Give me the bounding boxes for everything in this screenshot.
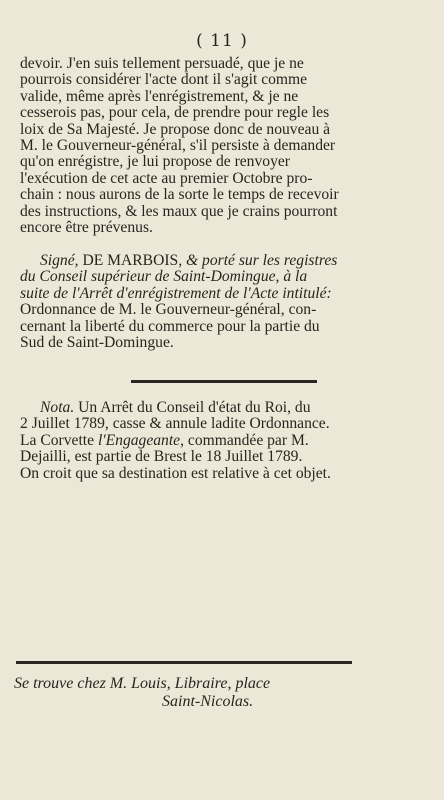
text-line: encore être prévenus. [20, 219, 153, 237]
signatory-name: DE MARBOIS [82, 252, 179, 269]
text-line: devoir. J'en suis tellement persuadé, que je ne [20, 55, 304, 72]
nota-text: , commandée par M. [180, 431, 309, 449]
text-line: valide, même après l'enrégistrement, & je ne [20, 87, 299, 105]
nota-text: La Corvette [20, 431, 98, 449]
nota-line [20, 433, 426, 449]
nota-line: On croit que sa destination est relative à cet objet. [20, 464, 331, 482]
signature-paragraph [20, 253, 426, 351]
imprint-line: Se trouve chez M. Louis, Libraire, place [14, 675, 271, 692]
nota-line: 2 Juillet 1789, casse & annule ladite Ordonnance. [20, 415, 330, 433]
nota-text: Un Arrêt du Conseil d'état du Roi, du [74, 399, 311, 416]
text-line: l'exécution de cet acte au premier Octobre pro- [20, 169, 313, 187]
text-line: M. le Gouverneur-général, s'il persiste à demander [20, 137, 336, 155]
nota-label: Nota. [40, 399, 75, 416]
ship-name: l'Engageante [97, 431, 181, 449]
signature-line: du Conseil supérieur de Saint-Domingue, à la [20, 268, 308, 286]
text-line: cesserois pas, pour cela, de prendre pour regle les [20, 104, 330, 122]
signature-text: , & porté sur les registres [178, 252, 338, 269]
nota-paragraph [20, 400, 426, 482]
text-line: qu'on enrégistre, je lui propose de renvoyer [20, 153, 290, 171]
signature-line: Sud de Saint-Domingue. [20, 334, 174, 352]
nota-line [20, 400, 426, 416]
imprint-line: Saint-Nicolas. [162, 693, 254, 710]
text-line: pourrois considérer l'acte dont il s'agit comme [20, 71, 308, 89]
text-line: chain : nous aurons de la sorte le temps de recevoir [20, 186, 339, 204]
signe-word: Signé, [40, 252, 79, 269]
signature-line: cernant la liberté du commerce pour la partie du [20, 317, 320, 335]
page-number: ( 11 ) [196, 31, 248, 51]
signature-line: Ordonnance de M. le Gouverneur-général, con- [20, 301, 317, 319]
paragraph-body [20, 56, 426, 236]
section-divider [131, 380, 317, 383]
text-line: des instructions, & les maux que je crains pourront [20, 202, 338, 220]
text-line: loix de Sa Majesté. Je propose donc de nouveau à [20, 120, 331, 138]
signature-line: suite de l'Arrêt d'enrégistrement de l'Acte intitulé: [20, 284, 332, 302]
nota-line: Dejailli, est partie de Brest le 18 Juillet 1789. [20, 448, 303, 466]
imprint-footer [14, 675, 434, 711]
footer-divider [16, 661, 352, 664]
signature-line [20, 253, 426, 269]
